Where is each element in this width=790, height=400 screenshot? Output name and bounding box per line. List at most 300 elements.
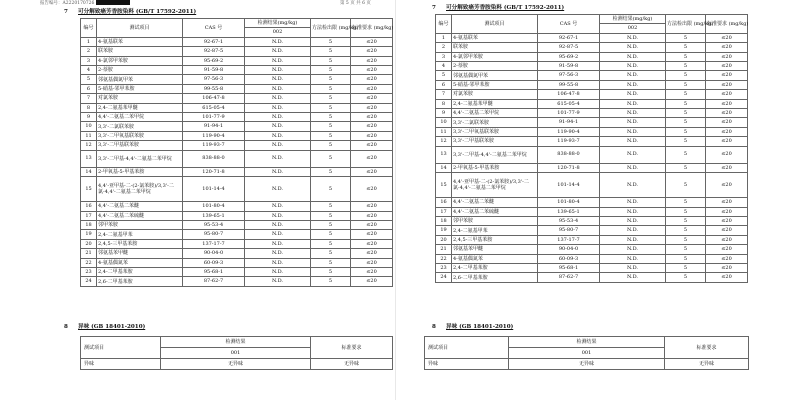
row-limit: ≤20 bbox=[706, 254, 748, 263]
table-row bbox=[81, 122, 393, 131]
table-row bbox=[436, 263, 748, 272]
row-cas: 119-90-4 bbox=[183, 131, 245, 140]
header-sample: 002 bbox=[600, 24, 666, 33]
row-no: 11 bbox=[436, 127, 452, 136]
row-result: N.D. bbox=[600, 52, 666, 61]
section-number: 7 bbox=[432, 5, 436, 11]
header-item: 测试项目 bbox=[81, 337, 161, 359]
row-no: 17 bbox=[81, 211, 97, 220]
row-limit: ≤20 bbox=[351, 103, 393, 112]
row-result: N.D. bbox=[600, 127, 666, 136]
table-row bbox=[436, 90, 748, 99]
row-result: N.D. bbox=[600, 62, 666, 71]
table-row bbox=[81, 202, 393, 211]
row-item: 3,3'-二甲基-4,4'-二氨基二苯甲烷 bbox=[452, 146, 538, 163]
row-mdl: 5 bbox=[311, 113, 351, 122]
row-mdl: 5 bbox=[666, 245, 706, 254]
row-limit: ≤20 bbox=[706, 226, 748, 235]
row-no: 18 bbox=[436, 216, 452, 225]
section-title-text: 异味 (GB 18401-2010) bbox=[78, 324, 146, 330]
table-row bbox=[425, 359, 749, 370]
row-result: N.D. bbox=[600, 226, 666, 235]
row-item: 邻氨基偶氮甲苯 bbox=[97, 75, 183, 84]
row-cas: 101-14-4 bbox=[183, 177, 245, 202]
row-cas: 91-59-8 bbox=[183, 66, 245, 75]
row-result: N.D. bbox=[600, 137, 666, 146]
row-no: 24 bbox=[81, 277, 97, 286]
row-result: N.D. bbox=[245, 141, 311, 150]
table-row bbox=[81, 177, 393, 202]
row-no: 1 bbox=[81, 37, 97, 46]
row-item: 2,4-二氨基甲苯 bbox=[452, 226, 538, 235]
row-result: N.D. bbox=[600, 245, 666, 254]
row-no: 9 bbox=[436, 109, 452, 118]
table-row bbox=[436, 109, 748, 118]
row-cas: 838-88-0 bbox=[538, 146, 600, 163]
aromatic-amine-table bbox=[80, 18, 393, 287]
table-row bbox=[436, 245, 748, 254]
row-cas: 99-55-8 bbox=[538, 80, 600, 89]
row-cas: 87-62-7 bbox=[538, 273, 600, 282]
row-cas: 120-71-8 bbox=[183, 167, 245, 176]
row-mdl: 5 bbox=[311, 47, 351, 56]
row-limit: ≤20 bbox=[706, 99, 748, 108]
row-item: 联苯胺 bbox=[452, 43, 538, 52]
header-limit: 标准要求 (mg/kg) bbox=[351, 19, 393, 38]
row-item: 邻氨基苯甲醚 bbox=[97, 249, 183, 258]
row-limit: ≤20 bbox=[706, 62, 748, 71]
row-mdl: 5 bbox=[311, 37, 351, 46]
row-cas: 92-67-1 bbox=[538, 33, 600, 42]
row-limit: 无异味 bbox=[665, 359, 749, 370]
table-row bbox=[436, 254, 748, 263]
row-no: 6 bbox=[436, 80, 452, 89]
row-cas: 119-93-7 bbox=[183, 141, 245, 150]
row-mdl: 5 bbox=[666, 163, 706, 172]
row-cas: 137-17-7 bbox=[183, 239, 245, 248]
header-sample: 002 bbox=[245, 28, 311, 37]
section-8-title bbox=[64, 322, 145, 330]
row-item: 2,4,5-三甲基苯胺 bbox=[452, 235, 538, 244]
row-cas: 92-67-1 bbox=[183, 37, 245, 46]
row-no: 15 bbox=[81, 177, 97, 202]
row-mdl: 5 bbox=[311, 56, 351, 65]
row-mdl: 5 bbox=[666, 62, 706, 71]
row-cas: 101-14-4 bbox=[538, 173, 600, 198]
table-row bbox=[436, 146, 748, 163]
table-row bbox=[81, 66, 393, 75]
row-result: N.D. bbox=[245, 56, 311, 65]
header-limit: 标准要求 (mg/kg) bbox=[706, 15, 748, 34]
header-result: 检测结果 bbox=[161, 337, 311, 348]
row-item: 2-萘胺 bbox=[97, 66, 183, 75]
header-mdl: 方法检出限 (mg/kg) bbox=[311, 19, 351, 38]
section-title-text: 可分解致癌芳香胺染料 (GB/T 17592-2011) bbox=[78, 9, 197, 15]
row-cas: 106-47-8 bbox=[538, 90, 600, 99]
row-no: 22 bbox=[436, 254, 452, 263]
row-no: 7 bbox=[81, 94, 97, 103]
row-limit: ≤20 bbox=[351, 202, 393, 211]
row-no: 7 bbox=[436, 90, 452, 99]
row-item: 3,3'-二甲氧基联苯胺 bbox=[452, 127, 538, 136]
table-row bbox=[81, 277, 393, 286]
table-row bbox=[81, 47, 393, 56]
row-result: N.D. bbox=[245, 277, 311, 286]
row-no: 2 bbox=[436, 43, 452, 52]
row-no: 5 bbox=[436, 71, 452, 80]
row-item: 邻甲苯胺 bbox=[452, 216, 538, 225]
row-result: 无异味 bbox=[509, 359, 665, 370]
row-limit: ≤20 bbox=[351, 267, 393, 276]
row-cas: 91-94-1 bbox=[538, 118, 600, 127]
row-item: 4-氯邻甲苯胺 bbox=[452, 52, 538, 61]
row-cas: 91-94-1 bbox=[183, 122, 245, 131]
row-mdl: 5 bbox=[666, 198, 706, 207]
row-cas: 106-47-8 bbox=[183, 94, 245, 103]
table-row bbox=[436, 216, 748, 225]
table-row bbox=[81, 220, 393, 229]
row-result: N.D. bbox=[245, 113, 311, 122]
row-mdl: 5 bbox=[666, 207, 706, 216]
table-row bbox=[81, 131, 393, 140]
row-no: 13 bbox=[81, 150, 97, 167]
row-item: 4,4'-二氨基二苯甲烷 bbox=[97, 113, 183, 122]
row-result: N.D. bbox=[245, 239, 311, 248]
row-limit: ≤20 bbox=[351, 249, 393, 258]
row-result: N.D. bbox=[600, 33, 666, 42]
row-item: 联苯胺 bbox=[97, 47, 183, 56]
table-row bbox=[436, 99, 748, 108]
row-cas: 95-68-1 bbox=[183, 267, 245, 276]
row-limit: ≤20 bbox=[706, 146, 748, 163]
row-result: N.D. bbox=[600, 71, 666, 80]
table-row bbox=[81, 141, 393, 150]
row-result: N.D. bbox=[600, 109, 666, 118]
row-limit: ≤20 bbox=[706, 90, 748, 99]
row-mdl: 5 bbox=[311, 239, 351, 248]
row-item: 2-萘胺 bbox=[452, 62, 538, 71]
table-row bbox=[436, 71, 748, 80]
table-row bbox=[81, 359, 393, 370]
header-result: 检测结果(mg/kg) bbox=[600, 15, 666, 24]
row-item: 对氯苯胺 bbox=[452, 90, 538, 99]
row-result: N.D. bbox=[600, 216, 666, 225]
row-no: 22 bbox=[81, 258, 97, 267]
row-no: 8 bbox=[436, 99, 452, 108]
row-result: N.D. bbox=[245, 267, 311, 276]
table-row bbox=[81, 94, 393, 103]
row-mdl: 5 bbox=[311, 131, 351, 140]
row-cas: 101-80-4 bbox=[183, 202, 245, 211]
row-cas: 95-69-2 bbox=[183, 56, 245, 65]
row-limit: ≤20 bbox=[351, 84, 393, 93]
row-mdl: 5 bbox=[666, 109, 706, 118]
row-mdl: 5 bbox=[311, 84, 351, 93]
row-result: N.D. bbox=[245, 202, 311, 211]
section-number: 7 bbox=[64, 9, 68, 15]
row-mdl: 5 bbox=[666, 226, 706, 235]
table-row bbox=[81, 75, 393, 84]
row-limit: ≤20 bbox=[351, 122, 393, 131]
row-mdl: 5 bbox=[666, 99, 706, 108]
row-no: 24 bbox=[436, 273, 452, 282]
row-limit: ≤20 bbox=[351, 230, 393, 239]
row-result: N.D. bbox=[245, 47, 311, 56]
row-result: 无异味 bbox=[161, 359, 311, 370]
row-mdl: 5 bbox=[666, 71, 706, 80]
header-result: 检测结果(mg/kg) bbox=[245, 19, 311, 28]
row-cas: 139-65-1 bbox=[183, 211, 245, 220]
row-limit: ≤20 bbox=[706, 207, 748, 216]
row-cas: 101-77-9 bbox=[183, 113, 245, 122]
row-result: N.D. bbox=[245, 103, 311, 112]
table-header-row bbox=[425, 337, 749, 348]
row-limit: ≤20 bbox=[706, 127, 748, 136]
row-item: 4,4'-二氨基二苯硫醚 bbox=[97, 211, 183, 220]
row-mdl: 5 bbox=[666, 127, 706, 136]
table-row bbox=[436, 226, 748, 235]
row-cas: 60-09-3 bbox=[538, 254, 600, 263]
row-cas: 90-04-0 bbox=[183, 249, 245, 258]
table-header-row bbox=[81, 337, 393, 348]
row-item: 邻氨基偶氮甲苯 bbox=[452, 71, 538, 80]
row-item: 2,4-二氨基甲苯 bbox=[97, 230, 183, 239]
table-row bbox=[81, 258, 393, 267]
row-limit: ≤20 bbox=[351, 177, 393, 202]
row-item: 4-氨基联苯 bbox=[452, 33, 538, 42]
row-no: 19 bbox=[81, 230, 97, 239]
row-result: N.D. bbox=[600, 263, 666, 272]
row-limit: ≤20 bbox=[351, 131, 393, 140]
row-limit: ≤20 bbox=[706, 216, 748, 225]
row-no: 19 bbox=[436, 226, 452, 235]
row-no: 20 bbox=[436, 235, 452, 244]
row-mdl: 5 bbox=[666, 137, 706, 146]
row-item: 2,4-二甲基苯胺 bbox=[97, 267, 183, 276]
row-limit: ≤20 bbox=[351, 258, 393, 267]
row-result: N.D. bbox=[245, 94, 311, 103]
row-item: 异味 bbox=[425, 359, 509, 370]
row-item: 3,3'-二氯联苯胺 bbox=[452, 118, 538, 127]
section-7-title bbox=[64, 7, 196, 15]
row-limit: ≤20 bbox=[351, 47, 393, 56]
table-header-row bbox=[81, 19, 393, 28]
row-item: 2,6-二甲基苯胺 bbox=[97, 277, 183, 286]
page-number: 第 5 页 共 6 页 bbox=[340, 1, 371, 6]
row-item: 2-甲氧基-5-甲基苯胺 bbox=[97, 167, 183, 176]
row-item: 异味 bbox=[81, 359, 161, 370]
row-item: 2,4-二氨基苯甲醚 bbox=[452, 99, 538, 108]
row-no: 23 bbox=[81, 267, 97, 276]
row-result: N.D. bbox=[600, 80, 666, 89]
row-no: 11 bbox=[81, 131, 97, 140]
row-cas: 95-80-7 bbox=[538, 226, 600, 235]
row-mdl: 5 bbox=[666, 118, 706, 127]
row-cas: 95-53-4 bbox=[183, 220, 245, 229]
row-no: 3 bbox=[436, 52, 452, 61]
row-mdl: 5 bbox=[311, 103, 351, 112]
row-cas: 95-53-4 bbox=[538, 216, 600, 225]
row-cas: 99-55-8 bbox=[183, 84, 245, 93]
row-mdl: 5 bbox=[666, 43, 706, 52]
row-mdl: 5 bbox=[666, 173, 706, 198]
row-mdl: 5 bbox=[311, 167, 351, 176]
row-result: N.D. bbox=[600, 118, 666, 127]
row-result: N.D. bbox=[245, 150, 311, 167]
row-no: 4 bbox=[81, 66, 97, 75]
header-cas: CAS 号 bbox=[183, 19, 245, 38]
row-no: 21 bbox=[436, 245, 452, 254]
row-mdl: 5 bbox=[311, 211, 351, 220]
row-result: N.D. bbox=[245, 167, 311, 176]
row-item: 4,4'-二氨基二苯醚 bbox=[97, 202, 183, 211]
row-cas: 95-80-7 bbox=[183, 230, 245, 239]
row-mdl: 5 bbox=[666, 216, 706, 225]
table-row bbox=[81, 167, 393, 176]
row-mdl: 5 bbox=[666, 235, 706, 244]
row-mdl: 5 bbox=[311, 230, 351, 239]
table-row bbox=[81, 249, 393, 258]
table-row bbox=[436, 163, 748, 172]
row-limit: ≤20 bbox=[351, 239, 393, 248]
row-cas: 615-05-4 bbox=[538, 99, 600, 108]
section-title-text: 可分解致癌芳香胺染料 (GB/T 17592-2011) bbox=[446, 5, 565, 11]
row-item: 对氯苯胺 bbox=[97, 94, 183, 103]
row-limit: ≤20 bbox=[706, 109, 748, 118]
row-cas: 119-93-7 bbox=[538, 137, 600, 146]
row-result: N.D. bbox=[600, 173, 666, 198]
header-result: 检测结果 bbox=[509, 337, 665, 348]
row-item: 4-氨基偶氮苯 bbox=[97, 258, 183, 267]
table-row bbox=[81, 239, 393, 248]
row-result: N.D. bbox=[245, 177, 311, 202]
header-limit: 标准要求 bbox=[665, 337, 749, 359]
section-number: 8 bbox=[432, 324, 436, 330]
row-limit: ≤20 bbox=[706, 80, 748, 89]
row-no: 1 bbox=[436, 33, 452, 42]
row-limit: ≤20 bbox=[706, 163, 748, 172]
row-cas: 90-04-0 bbox=[538, 245, 600, 254]
row-limit: ≤20 bbox=[351, 220, 393, 229]
row-item: 3,3'-二甲基联苯胺 bbox=[452, 137, 538, 146]
row-no: 20 bbox=[81, 239, 97, 248]
row-result: N.D. bbox=[245, 75, 311, 84]
row-mdl: 5 bbox=[311, 202, 351, 211]
table-row bbox=[436, 118, 748, 127]
row-result: N.D. bbox=[600, 198, 666, 207]
table-row bbox=[81, 56, 393, 65]
row-mdl: 5 bbox=[311, 177, 351, 202]
row-result: N.D. bbox=[245, 122, 311, 131]
row-result: N.D. bbox=[600, 163, 666, 172]
report-page-right bbox=[396, 0, 790, 400]
row-no: 13 bbox=[436, 146, 452, 163]
row-limit: ≤20 bbox=[351, 150, 393, 167]
row-cas: 60-09-3 bbox=[183, 258, 245, 267]
report-number: 报告编号：A2220170726 bbox=[40, 1, 95, 6]
row-no: 10 bbox=[81, 122, 97, 131]
table-row bbox=[436, 273, 748, 282]
row-limit: 无异味 bbox=[311, 359, 393, 370]
page-header bbox=[40, 0, 371, 6]
row-item: 4-氨基联苯 bbox=[97, 37, 183, 46]
row-item: 4,4'-二氨基二苯硫醚 bbox=[452, 207, 538, 216]
header-item: 测试项目 bbox=[452, 15, 538, 34]
section-number: 8 bbox=[64, 324, 68, 330]
row-limit: ≤20 bbox=[351, 141, 393, 150]
table-row bbox=[436, 43, 748, 52]
row-item: 4-氯邻甲苯胺 bbox=[97, 56, 183, 65]
row-item: 5-硝基-邻甲苯胺 bbox=[452, 80, 538, 89]
table-row bbox=[436, 80, 748, 89]
row-cas: 91-59-8 bbox=[538, 62, 600, 71]
row-limit: ≤20 bbox=[706, 273, 748, 282]
row-no: 18 bbox=[81, 220, 97, 229]
row-limit: ≤20 bbox=[351, 94, 393, 103]
row-result: N.D. bbox=[600, 146, 666, 163]
row-no: 23 bbox=[436, 263, 452, 272]
row-no: 15 bbox=[436, 173, 452, 198]
row-limit: ≤20 bbox=[351, 75, 393, 84]
row-mdl: 5 bbox=[666, 33, 706, 42]
row-mdl: 5 bbox=[666, 273, 706, 282]
header-cas: CAS 号 bbox=[538, 15, 600, 34]
table-row bbox=[436, 62, 748, 71]
row-item: 4,4'-亚甲基-二-(2-氯苯胺)/3,3'-二氯-4,4'-二氨基二苯甲烷 bbox=[452, 173, 538, 198]
row-mdl: 5 bbox=[666, 254, 706, 263]
row-cas: 92-87-5 bbox=[183, 47, 245, 56]
row-result: N.D. bbox=[245, 84, 311, 93]
row-cas: 87-62-7 bbox=[183, 277, 245, 286]
row-cas: 92-87-5 bbox=[538, 43, 600, 52]
table-row bbox=[436, 173, 748, 198]
row-result: N.D. bbox=[245, 211, 311, 220]
row-result: N.D. bbox=[600, 90, 666, 99]
row-limit: ≤20 bbox=[706, 33, 748, 42]
row-item: 4,4'-二氨基二苯醚 bbox=[452, 198, 538, 207]
row-item: 2,4,5-三甲基苯胺 bbox=[97, 239, 183, 248]
row-no: 12 bbox=[436, 137, 452, 146]
row-item: 2,4-二甲基苯胺 bbox=[452, 263, 538, 272]
row-item: 邻氨基苯甲醚 bbox=[452, 245, 538, 254]
row-cas: 101-80-4 bbox=[538, 198, 600, 207]
row-item: 4,4'-二氨基二苯甲烷 bbox=[452, 109, 538, 118]
redaction-bar bbox=[96, 0, 130, 5]
row-no: 14 bbox=[81, 167, 97, 176]
row-mdl: 5 bbox=[311, 141, 351, 150]
row-limit: ≤20 bbox=[351, 211, 393, 220]
row-mdl: 5 bbox=[311, 267, 351, 276]
header-sample: 001 bbox=[161, 348, 311, 359]
table-row bbox=[81, 37, 393, 46]
row-cas: 95-68-1 bbox=[538, 263, 600, 272]
header-mdl: 方法检出限 (mg/kg) bbox=[666, 15, 706, 34]
table-row bbox=[436, 52, 748, 61]
row-limit: ≤20 bbox=[351, 167, 393, 176]
row-mdl: 5 bbox=[311, 94, 351, 103]
row-result: N.D. bbox=[600, 207, 666, 216]
table-row bbox=[436, 137, 748, 146]
table-row bbox=[436, 235, 748, 244]
row-limit: ≤20 bbox=[706, 235, 748, 244]
row-limit: ≤20 bbox=[706, 245, 748, 254]
row-result: N.D. bbox=[600, 254, 666, 263]
row-limit: ≤20 bbox=[706, 118, 748, 127]
header-no: 编号 bbox=[81, 19, 97, 38]
row-no: 5 bbox=[81, 75, 97, 84]
row-result: N.D. bbox=[600, 235, 666, 244]
row-limit: ≤20 bbox=[351, 113, 393, 122]
